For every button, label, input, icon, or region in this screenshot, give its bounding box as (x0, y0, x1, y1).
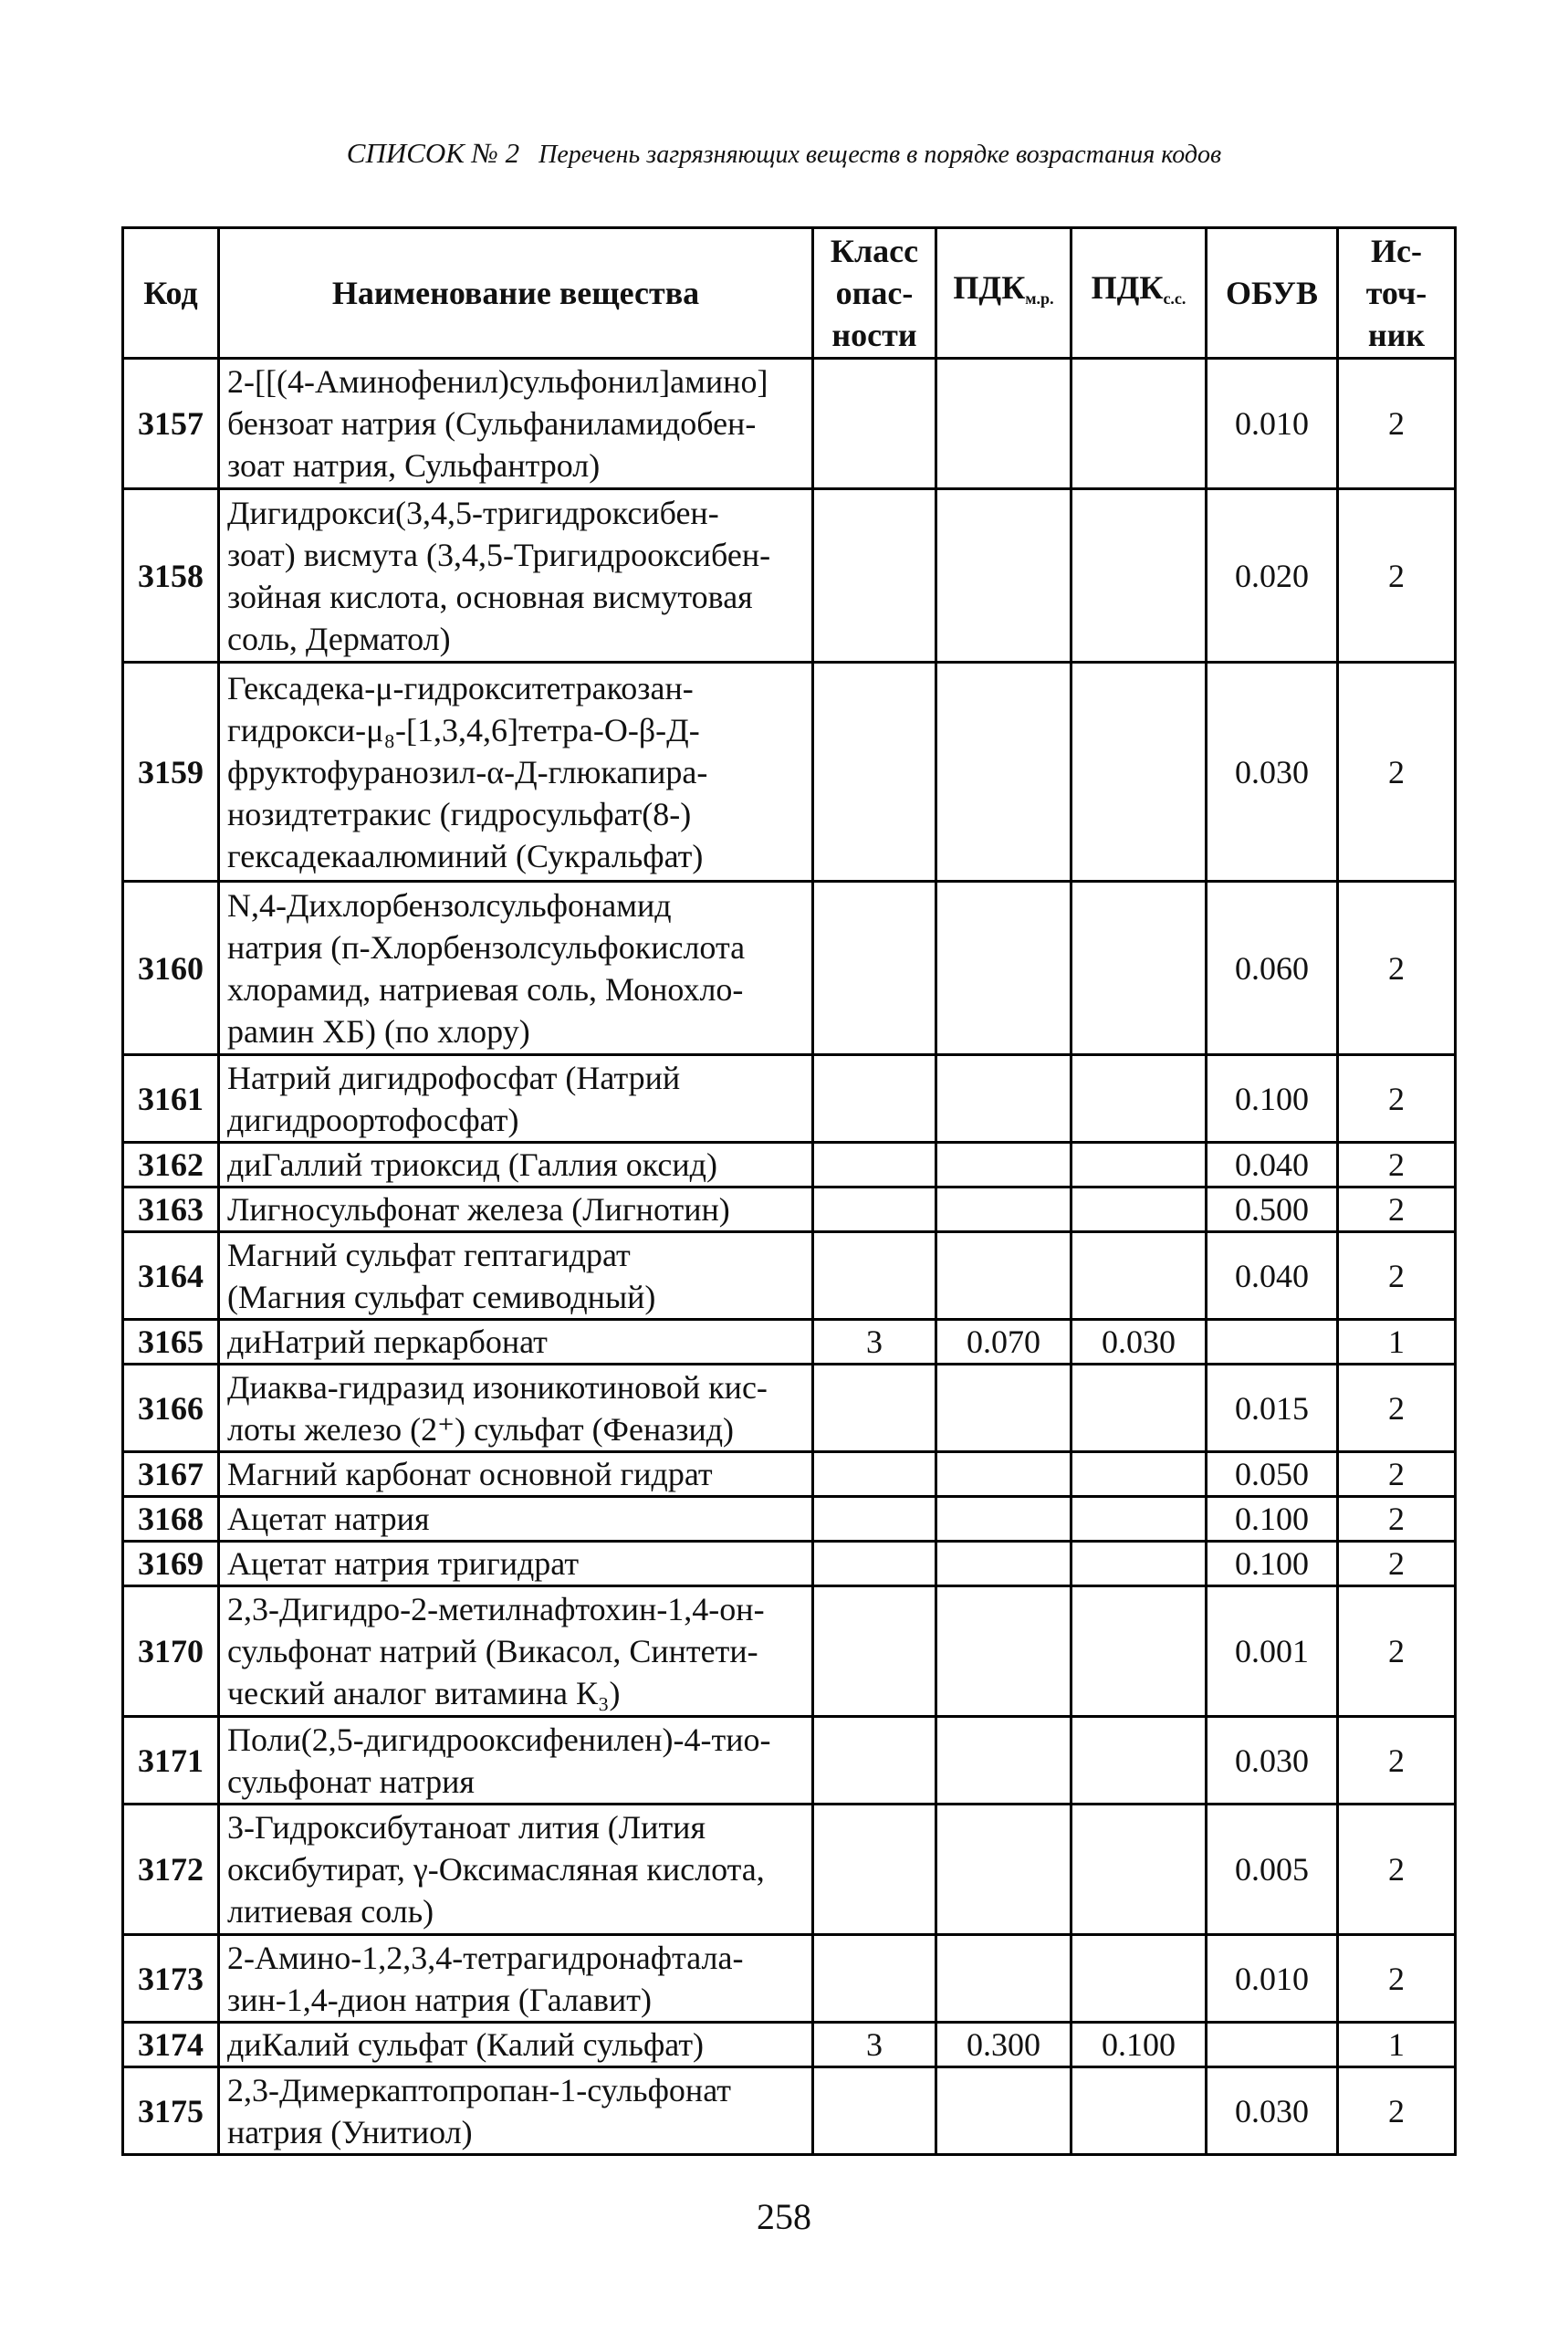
cell-name-line: натрия (Унитиол) (227, 2113, 473, 2150)
cell-obuv: 0.010 (1207, 1935, 1338, 2023)
cell-source: 2 (1338, 1542, 1456, 1586)
table-body (123, 359, 1456, 2155)
cell-obuv: 0.100 (1207, 1497, 1338, 1542)
table-header-row (123, 228, 1456, 359)
cell-pdk-mr (936, 1805, 1071, 1935)
cell-code: 3175 (123, 2067, 219, 2155)
cell-code: 3171 (123, 1717, 219, 1805)
cell-pdk-ss (1071, 663, 1207, 882)
cell-obuv: 0.100 (1207, 1055, 1338, 1143)
table-row (123, 1542, 1456, 1586)
cell-name (219, 1055, 813, 1143)
cell-name-line: диНатрий перкарбонат (227, 1323, 548, 1360)
cell-hazard-class (813, 359, 936, 489)
cell-source: 2 (1338, 1805, 1456, 1935)
cell-name-line: ческий аналог витамина К₃) (227, 1675, 621, 1711)
cell-code: 3160 (123, 882, 219, 1055)
cell-code: 3166 (123, 1365, 219, 1452)
cell-obuv (1207, 2023, 1338, 2067)
cell-pdk-ss (1071, 1717, 1207, 1805)
cell-name (219, 489, 813, 663)
cell-pdk-ss (1071, 1055, 1207, 1143)
cell-code: 3168 (123, 1497, 219, 1542)
cell-source: 2 (1338, 1055, 1456, 1143)
cell-name (219, 1497, 813, 1542)
cell-name-line: фруктофуранозил-α-Д-глюкапира- (227, 753, 708, 790)
cell-name (219, 359, 813, 489)
cell-pdk-mr: 0.300 (936, 2023, 1071, 2067)
cell-obuv: 0.030 (1207, 1717, 1338, 1805)
cell-code: 3159 (123, 663, 219, 882)
table-row (123, 1497, 1456, 1542)
cell-hazard-class (813, 1586, 936, 1717)
cell-hazard-class: 3 (813, 2023, 936, 2067)
cell-code: 3161 (123, 1055, 219, 1143)
cell-pdk-ss (1071, 1805, 1207, 1935)
pdk-ss-label: ПДК (1091, 269, 1164, 306)
cell-code: 3164 (123, 1232, 219, 1320)
cell-pdk-mr (936, 1143, 1071, 1187)
cell-source: 2 (1338, 1935, 1456, 2023)
cell-hazard-class (813, 1497, 936, 1542)
cell-pdk-ss (1071, 1232, 1207, 1320)
cell-code: 3162 (123, 1143, 219, 1187)
cell-pdk-mr (936, 359, 1071, 489)
cell-source: 2 (1338, 882, 1456, 1055)
cell-obuv: 0.100 (1207, 1542, 1338, 1586)
cell-obuv: 0.001 (1207, 1586, 1338, 1717)
page-number: 258 (757, 2196, 811, 2237)
cell-source: 2 (1338, 489, 1456, 663)
cell-source: 2 (1338, 1452, 1456, 1497)
col-pdk-ss-header (1071, 228, 1207, 359)
cell-obuv: 0.040 (1207, 1232, 1338, 1320)
cell-name-line: зоат натрия, Сульфантрол) (227, 447, 601, 484)
cell-hazard-class: 3 (813, 1320, 936, 1365)
cell-name-line: (Магния сульфат семиводный) (227, 1278, 656, 1315)
cell-hazard-class (813, 1187, 936, 1232)
cell-code: 3165 (123, 1320, 219, 1365)
cell-hazard-class (813, 1542, 936, 1586)
col-name-header: Наименование вещества (219, 228, 813, 359)
cell-code: 3170 (123, 1586, 219, 1717)
cell-obuv: 0.040 (1207, 1143, 1338, 1187)
cell-name (219, 1452, 813, 1497)
table-row (123, 1055, 1456, 1143)
col-code-header: Код (123, 228, 219, 359)
cell-name-line: зин-1,4-дион натрия (Галавит) (227, 1981, 653, 2018)
cell-code: 3174 (123, 2023, 219, 2067)
cell-pdk-ss (1071, 1542, 1207, 1586)
cell-obuv: 0.030 (1207, 2067, 1338, 2155)
cell-code: 3172 (123, 1805, 219, 1935)
cell-code: 3173 (123, 1935, 219, 2023)
substances-table (121, 226, 1457, 2156)
table-row (123, 2067, 1456, 2155)
cell-name-line: 2,3-Димеркаптопропан-1-сульфонат (227, 2071, 731, 2108)
cell-source: 2 (1338, 359, 1456, 489)
cell-name-line: бензоат натрия (Сульфаниламидобен- (227, 405, 757, 442)
cell-name (219, 1717, 813, 1805)
cell-name-line: оксибутират, γ-Оксимасляная кислота, (227, 1851, 765, 1888)
cell-source: 2 (1338, 1143, 1456, 1187)
cell-name-line: Гексадека-μ-гидрокситетракозан- (227, 669, 694, 706)
cell-hazard-class (813, 489, 936, 663)
cell-name-line: Ацетат натрия (227, 1501, 430, 1537)
cell-obuv: 0.020 (1207, 489, 1338, 663)
cell-hazard-class (813, 2067, 936, 2155)
cell-pdk-ss: 0.100 (1071, 2023, 1207, 2067)
cell-name-line: Дигидрокси(3,4,5-тригидроксибен- (227, 494, 719, 531)
cell-hazard-class (813, 1055, 936, 1143)
cell-name-line: Диаква-гидразид изоникотиновой кис- (227, 1368, 768, 1406)
cell-pdk-mr (936, 1542, 1071, 1586)
cell-obuv: 0.015 (1207, 1365, 1338, 1452)
cell-name-line: 2-[[(4-Аминофенил)сульфонил]амино] (227, 363, 768, 400)
cell-name-line: 3-Гидроксибутаноат лития (Лития (227, 1809, 706, 1846)
cell-obuv: 0.060 (1207, 882, 1338, 1055)
cell-pdk-ss (1071, 1497, 1207, 1542)
table-row (123, 882, 1456, 1055)
cell-pdk-mr (936, 1187, 1071, 1232)
cell-name (219, 1320, 813, 1365)
table-row (123, 1805, 1456, 1935)
cell-name-line: гексадекаалюминий (Сукральфат) (227, 837, 704, 874)
cell-hazard-class (813, 663, 936, 882)
cell-pdk-ss (1071, 1187, 1207, 1232)
cell-pdk-mr (936, 1935, 1071, 2023)
cell-name (219, 1935, 813, 2023)
table-row (123, 2023, 1456, 2067)
cell-name (219, 2067, 813, 2155)
cell-source: 2 (1338, 1187, 1456, 1232)
cell-code: 3169 (123, 1542, 219, 1586)
table-row (123, 1935, 1456, 2023)
table-row (123, 663, 1456, 882)
cell-pdk-mr (936, 1586, 1071, 1717)
cell-source: 1 (1338, 1320, 1456, 1365)
page-header (0, 137, 1568, 170)
cell-name-line: хлорамид, натриевая соль, Монохло- (227, 970, 744, 1008)
list-label: СПИСОК № 2 (346, 137, 520, 169)
cell-name-line: натрия (п-Хлорбензолсульфокислота (227, 928, 746, 966)
cell-name-line: диГаллий триоксид (Галлия оксид) (227, 1146, 717, 1183)
cell-pdk-ss (1071, 489, 1207, 663)
table-row (123, 1586, 1456, 1717)
cell-name (219, 1805, 813, 1935)
cell-name-line: сульфонат натрий (Викасол, Синтети- (227, 1633, 758, 1669)
cell-hazard-class (813, 1805, 936, 1935)
cell-obuv: 0.500 (1207, 1187, 1338, 1232)
cell-pdk-mr (936, 1452, 1071, 1497)
cell-code: 3163 (123, 1187, 219, 1232)
cell-pdk-ss (1071, 882, 1207, 1055)
cell-pdk-ss: 0.030 (1071, 1320, 1207, 1365)
cell-source: 2 (1338, 1365, 1456, 1452)
cell-hazard-class (813, 1365, 936, 1452)
col-pdk-mr-header (936, 228, 1071, 359)
cell-hazard-class (813, 1935, 936, 2023)
col-obuv-header: ОБУВ (1207, 228, 1338, 359)
cell-pdk-mr (936, 1365, 1071, 1452)
cell-name-line: нозидтетракис (гидросульфат(8-) (227, 795, 692, 832)
cell-source: 2 (1338, 2067, 1456, 2155)
table-row (123, 1187, 1456, 1232)
cell-name (219, 1143, 813, 1187)
table-row (123, 1143, 1456, 1187)
cell-source: 2 (1338, 1232, 1456, 1320)
cell-code: 3158 (123, 489, 219, 663)
cell-pdk-mr (936, 1232, 1071, 1320)
cell-source: 2 (1338, 1717, 1456, 1805)
col-source-header: Ис- точ- ник (1338, 228, 1456, 359)
cell-name-line: N,4-Дихлорбензолсульфонамид (227, 886, 672, 924)
cell-source: 1 (1338, 2023, 1456, 2067)
table-row (123, 489, 1456, 663)
cell-name (219, 663, 813, 882)
table-row (123, 359, 1456, 489)
cell-code: 3167 (123, 1452, 219, 1497)
cell-pdk-mr (936, 1497, 1071, 1542)
cell-name (219, 1365, 813, 1452)
cell-obuv: 0.005 (1207, 1805, 1338, 1935)
cell-name-line: рамин ХБ) (по хлору) (227, 1012, 530, 1050)
cell-pdk-ss (1071, 1586, 1207, 1717)
cell-hazard-class (813, 1232, 936, 1320)
cell-source: 2 (1338, 1586, 1456, 1717)
cell-obuv: 0.050 (1207, 1452, 1338, 1497)
cell-name (219, 1586, 813, 1717)
cell-obuv (1207, 1320, 1338, 1365)
table-row (123, 1452, 1456, 1497)
cell-obuv: 0.010 (1207, 359, 1338, 489)
cell-source: 2 (1338, 663, 1456, 882)
col-hazard-class-header: Класс опас- ности (813, 228, 936, 359)
cell-name (219, 1542, 813, 1586)
cell-name-line: лоты железо (2⁺) сульфат (Феназид) (227, 1410, 735, 1448)
cell-pdk-ss (1071, 1935, 1207, 2023)
cell-name-line: сульфонат натрия (227, 1763, 475, 1800)
cell-name-line: Ацетат натрия тригидрат (227, 1545, 580, 1582)
cell-name-line: 2,3-Дигидро-2-метилнафтохин-1,4-он- (227, 1591, 765, 1627)
list-subtitle: Перечень загрязняющих веществ в порядке возрастания кодов (538, 141, 1222, 169)
cell-pdk-ss (1071, 1143, 1207, 1187)
cell-hazard-class (813, 1143, 936, 1187)
cell-name-line: 2-Амино-1,2,3,4-тетрагидронафтала- (227, 1939, 744, 1976)
cell-name-line: Натрий дигидрофосфат (Натрий (227, 1059, 681, 1096)
pdk-ss-subscript: с.с. (1163, 289, 1186, 308)
cell-obuv: 0.030 (1207, 663, 1338, 882)
cell-pdk-mr (936, 2067, 1071, 2155)
cell-pdk-mr (936, 663, 1071, 882)
cell-name-line: зоат) висмута (3,4,5-Тригидрооксибен- (227, 536, 771, 573)
cell-name (219, 1187, 813, 1232)
table-row (123, 1365, 1456, 1452)
cell-name-line: Магний карбонат основной гидрат (227, 1456, 713, 1492)
cell-pdk-ss (1071, 359, 1207, 489)
table-row (123, 1232, 1456, 1320)
cell-pdk-ss (1071, 1452, 1207, 1497)
cell-pdk-mr: 0.070 (936, 1320, 1071, 1365)
cell-name (219, 1232, 813, 1320)
cell-name-line: диКалий сульфат (Калий сульфат) (227, 2026, 705, 2063)
cell-name-line: гидрокси-μ₈-[1,3,4,6]тетра-О-β-Д- (227, 711, 700, 748)
cell-pdk-mr (936, 1055, 1071, 1143)
cell-name-line: литиевая соль) (227, 1893, 434, 1930)
pdk-mr-subscript: м.р. (1025, 289, 1054, 308)
cell-name-line: соль, Дерматол) (227, 620, 451, 657)
cell-name-line: Поли(2,5-дигидрооксифенилен)-4-тио- (227, 1721, 771, 1758)
cell-pdk-ss (1071, 2067, 1207, 2155)
cell-code: 3157 (123, 359, 219, 489)
cell-hazard-class (813, 882, 936, 1055)
cell-name-line: Лигносульфонат железа (Лигнотин) (227, 1191, 730, 1228)
cell-name-line: зойная кислота, основная висмутовая (227, 578, 753, 615)
table-row (123, 1320, 1456, 1365)
cell-pdk-mr (936, 1717, 1071, 1805)
cell-hazard-class (813, 1717, 936, 1805)
cell-name (219, 882, 813, 1055)
cell-name (219, 2023, 813, 2067)
table-row (123, 1717, 1456, 1805)
cell-pdk-mr (936, 489, 1071, 663)
pdk-mr-label: ПДК (953, 269, 1026, 306)
cell-pdk-mr (936, 882, 1071, 1055)
cell-source: 2 (1338, 1497, 1456, 1542)
cell-name-line: дигидроортофосфат) (227, 1101, 519, 1138)
cell-pdk-ss (1071, 1365, 1207, 1452)
cell-name-line: Магний сульфат гептагидрат (227, 1236, 631, 1273)
cell-hazard-class (813, 1452, 936, 1497)
